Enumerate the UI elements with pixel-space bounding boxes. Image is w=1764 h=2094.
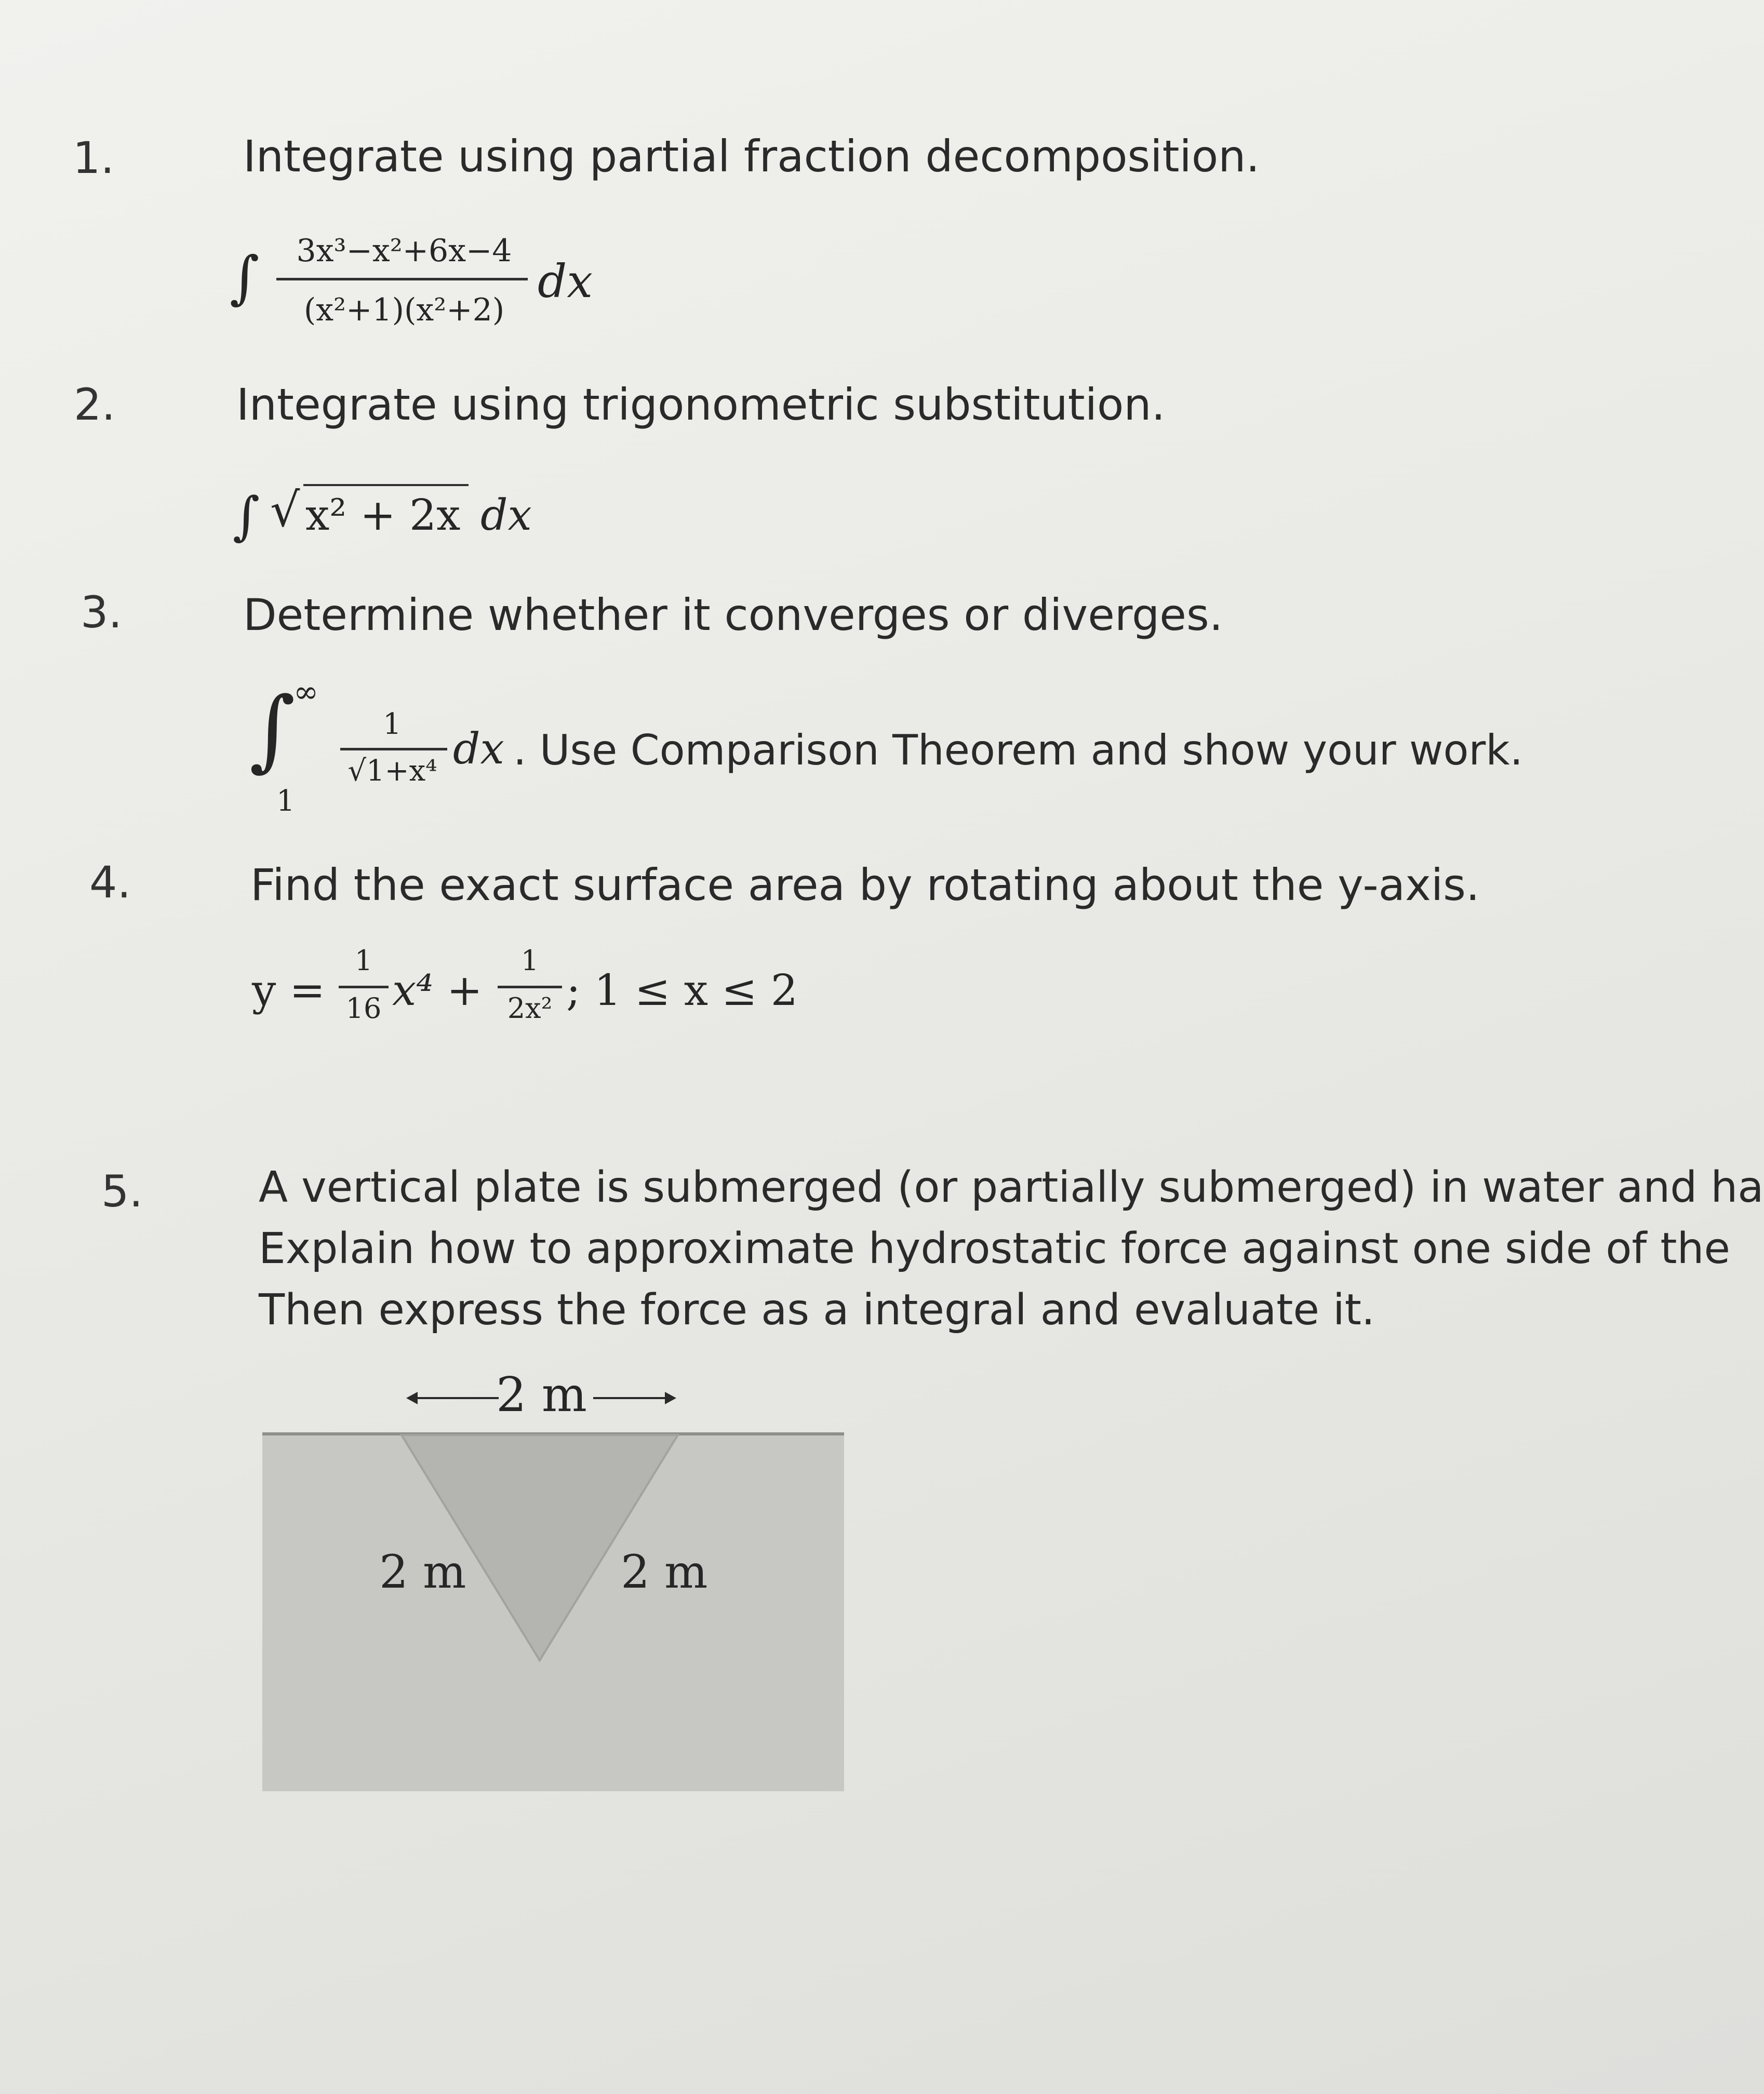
problem-2-number: 2. [74,379,116,430]
problem-2-differential: dx [480,491,532,540]
fraction-1-denominator: 16 [345,992,382,1025]
problem-5-line-3: Then express the force as a integral and evaluate it. [259,1285,1375,1335]
problem-1-denominator: (x²+1)(x²+2) [303,292,505,328]
fraction-bar [498,986,562,988]
fraction-2-numerator: 1 [520,944,539,977]
integral-sign: ∫ [233,486,260,546]
integral-sign: ∫ [249,678,296,781]
problem-5-number: 5. [101,1166,143,1217]
arrowhead-right-icon [665,1392,676,1404]
radical-vinculum [303,484,469,486]
problem-5-line-1: A vertical plate is submerged (or partially submerged) in water and ha [259,1163,1764,1212]
equation-term-1: x⁴ + [392,966,483,1015]
width-arrow-left [410,1397,499,1399]
problem-3-instruction: Determine whether it converges or diverges. [243,589,1223,640]
problem-3-note: . Use Comparison Theorem and show your work. [513,726,1524,774]
problem-3-differential: dx [453,724,504,774]
radical-sign: √ [270,483,300,538]
left-side-label: 2 m [379,1545,466,1599]
problem-2-instruction: Integrate using trigonometric substitution. [236,379,1166,430]
equation-interval: ; 1 ≤ x ≤ 2 [566,966,798,1015]
arrowhead-left-icon [406,1392,418,1404]
width-label: 2 m [496,1367,587,1422]
problem-5-line-2: Explain how to approximate hydrostatic force against one side of the [259,1224,1730,1273]
problem-3-denominator: √1+x⁴ [348,754,437,788]
width-arrow-right [593,1397,666,1399]
fraction-1-numerator: 1 [354,944,373,977]
upper-limit: ∞ [293,674,319,709]
fraction-bar [276,278,528,280]
problem-1-numerator: 3x³−x²+6x−4 [296,233,512,269]
problem-4-instruction: Find the exact surface area by rotating about the y-axis. [250,860,1480,910]
problem-4-number: 4. [89,857,131,908]
fraction-bar [339,986,389,988]
problem-3-number: 3. [81,587,123,638]
fraction-bar [340,748,447,750]
integral-sign: ∫ [230,244,260,311]
water-diagram [262,1426,847,1794]
problem-1-number: 1. [73,132,115,183]
right-side-label: 2 m [621,1545,708,1599]
problem-1-differential: dx [538,254,593,308]
problem-2-radicand: x² + 2x [305,491,461,540]
problem-3-numerator: 1 [383,707,402,741]
equation-lhs: y = [252,966,326,1015]
problem-1-instruction: Integrate using partial fraction decomposition. [243,131,1260,182]
lower-limit: 1 [276,784,295,818]
fraction-2-denominator: 2x² [507,992,553,1025]
